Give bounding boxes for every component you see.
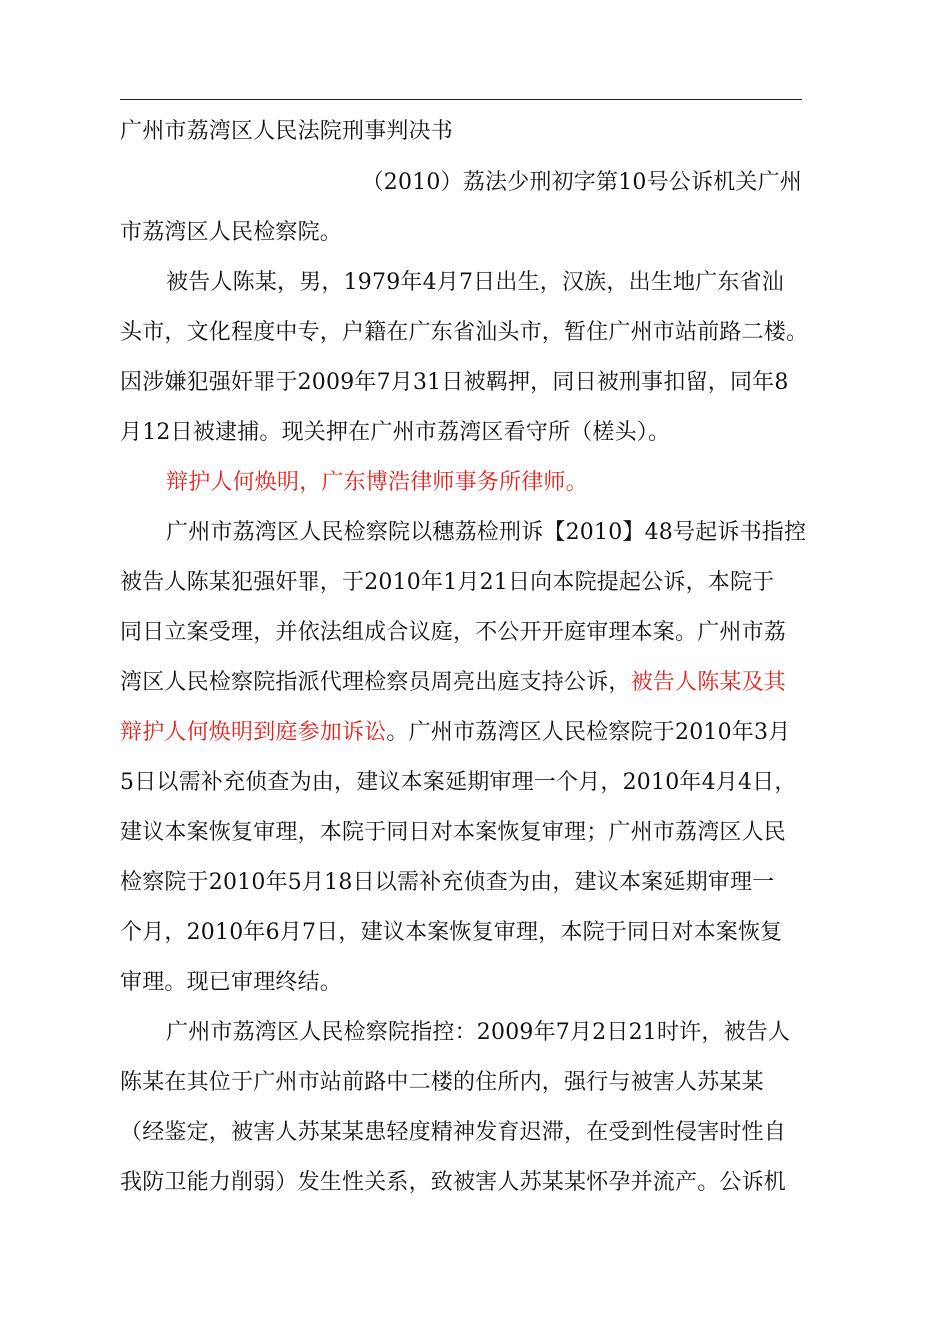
- charge-paragraph-line-1: 广州市荔湾区人民检察院指控：2009年7月2日21时许，被告人: [166, 1020, 791, 1045]
- charge-paragraph-line-4: 我防卫能力削弱）发生性关系，致被害人苏某某怀孕并流产。公诉机: [120, 1170, 787, 1195]
- prosecution-paragraph-line-10: 审理。现已审理终结。: [120, 970, 343, 995]
- prosecution-paragraph-line-8: 检察院于2010年5月18日以需补充侦查为由，建议本案延期审理一: [120, 870, 775, 895]
- line-4-red-text: 被告人陈某及其: [630, 670, 787, 695]
- charge-paragraph-line-3: （经鉴定，被害人苏某某患轻度精神发育迟滞，在受到性侵害时性自: [120, 1120, 787, 1145]
- prosecution-paragraph-line-1: 广州市荔湾区人民检察院以穗荔检刑诉【2010】48号起诉书指控: [166, 520, 807, 545]
- defendant-paragraph-line-3: 因涉嫌犯强奸罪于2009年7月31日被羁押，同日被刑事扣留，同年8: [120, 370, 789, 395]
- defendant-paragraph-line-2: 头市，文化程度中专，户籍在广东省汕头市，暂住广州市站前路二楼。: [120, 320, 809, 345]
- defendant-paragraph-line-4: 月12日被逮捕。现关押在广州市荔湾区看守所（槎头）。: [120, 420, 671, 445]
- defendant-paragraph-line-1: 被告人陈某，男，1979年4月7日出生，汉族，出生地广东省汕: [166, 270, 784, 295]
- prosecution-paragraph-line-4: [120, 668, 810, 698]
- document-title: 广州市荔湾区人民法院刑事判决书: [120, 119, 454, 144]
- charge-paragraph-line-2: 陈某在其位于广州市站前路中二楼的住所内，强行与被害人苏某某: [120, 1070, 764, 1095]
- prosecution-paragraph-line-7: 建议本案恢复审理，本院于同日对本案恢复审理；广州市荔湾区人民: [120, 820, 787, 845]
- case-number-line-cont: 市荔湾区人民检察院。: [120, 220, 343, 245]
- header-rule: [120, 99, 802, 100]
- prosecution-paragraph-line-6: 5日以需补充侦查为由，建议本案延期审理一个月，2010年4月4日，: [120, 770, 797, 795]
- line-4-black-text: 湾区人民检察院指派代理检察员周亮出庭支持公诉，: [120, 670, 631, 695]
- line-5-black-text: 。广州市荔湾区人民检察院于2010年3月: [386, 720, 791, 745]
- prosecution-paragraph-line-2: 被告人陈某犯强奸罪，于2010年1月21日向本院提起公诉，本院于: [120, 570, 775, 595]
- case-number-line: （2010）荔法少刑初字第10号公诉机关广州: [361, 170, 802, 195]
- defender-line: 辩护人何焕明，广东博浩律师事务所律师。: [166, 470, 588, 495]
- prosecution-paragraph-line-3: 同日立案受理，并依法组成合议庭，不公开开庭审理本案。广州市荔: [120, 620, 787, 645]
- prosecution-paragraph-line-9: 个月，2010年6月7日，建议本案恢复审理，本院于同日对本案恢复: [120, 920, 783, 945]
- prosecution-paragraph-line-5: [120, 718, 810, 748]
- line-5-red-text: 辩护人何焕明到庭参加诉讼: [120, 720, 387, 745]
